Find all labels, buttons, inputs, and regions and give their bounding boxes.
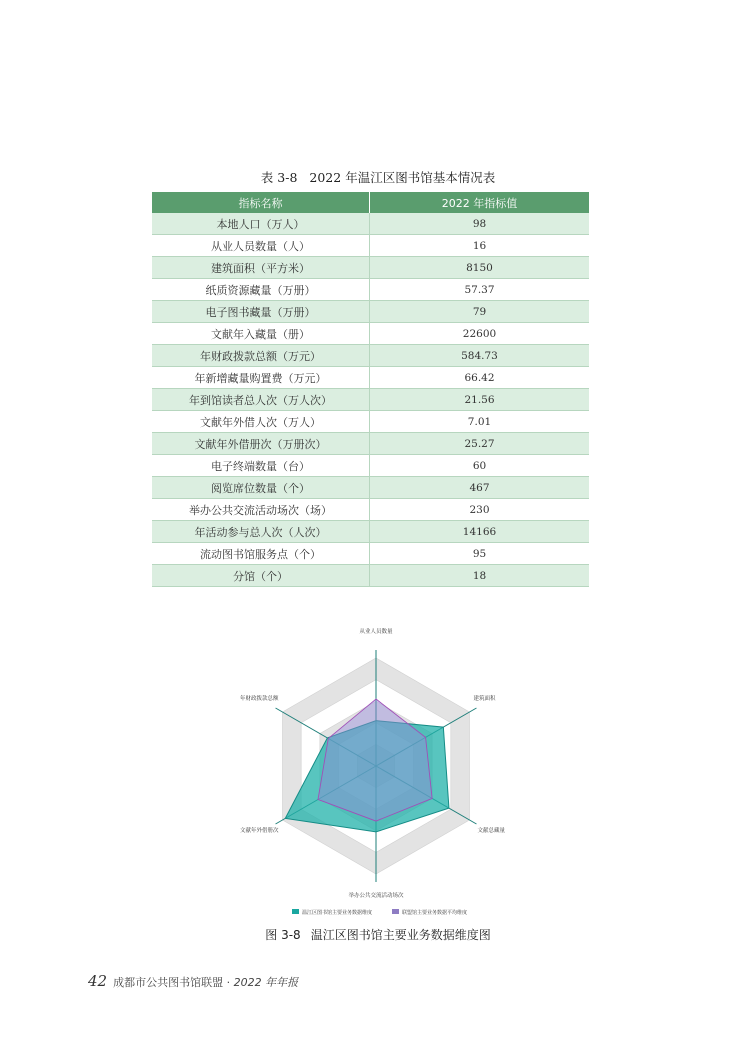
- indicator-value-cell: 7.01: [370, 411, 590, 433]
- table-row: [152, 433, 589, 455]
- table-row: [152, 455, 589, 477]
- table-header-row: [152, 192, 589, 213]
- table-row: [152, 235, 589, 257]
- table-caption: 2022 年温江区图书馆基本情况表: [309, 170, 496, 185]
- indicator-value-cell: 18: [370, 565, 590, 587]
- indicator-name-cell: 从业人员数量（人）: [152, 235, 370, 257]
- indicator-name-cell: 年财政拨款总额（万元）: [152, 345, 370, 367]
- table-row: [152, 279, 589, 301]
- legend-swatch: [392, 909, 399, 914]
- table-row: [152, 521, 589, 543]
- radar-axis-label: 举办公共交流活动场次: [348, 893, 404, 899]
- indicator-value-cell: 16: [370, 235, 590, 257]
- table-number: 表 3-8: [260, 170, 298, 185]
- table-row: [152, 565, 589, 587]
- legend-label: 联盟馆主要业务数据平均维度: [402, 910, 468, 916]
- indicator-value-cell: 60: [370, 455, 590, 477]
- figure-caption: [0, 926, 756, 943]
- indicator-value-cell: 14166: [370, 521, 590, 543]
- indicator-name-cell: 年到馆读者总人次（万人次）: [152, 389, 370, 411]
- legend-label: 温江区图书馆主要业务数据维度: [302, 910, 373, 916]
- table-row: [152, 389, 589, 411]
- table-row: [152, 499, 589, 521]
- indicator-value-cell: 57.37: [370, 279, 590, 301]
- radar-axis-label: 从业人员数量: [359, 629, 393, 635]
- indicator-name-cell: 流动图书馆服务点（个）: [152, 543, 370, 565]
- indicator-name-cell: 电子终端数量（台）: [152, 455, 370, 477]
- indicator-value-cell: 66.42: [370, 367, 590, 389]
- indicator-value-cell: 22600: [370, 323, 590, 345]
- indicator-name-cell: 文献年入藏量（册）: [152, 323, 370, 345]
- table-row: [152, 345, 589, 367]
- indicator-value-cell: 25.27: [370, 433, 590, 455]
- indicator-name-cell: 文献年外借人次（万人）: [152, 411, 370, 433]
- indicator-value-cell: 79: [370, 301, 590, 323]
- indicator-value-cell: 98: [370, 213, 590, 235]
- table-row: [152, 477, 589, 499]
- radar-chart: [200, 615, 560, 925]
- header-indicator-name: 指标名称: [152, 192, 370, 213]
- table-row: [152, 323, 589, 345]
- indicator-name-cell: 建筑面积（平方米）: [152, 257, 370, 279]
- indicator-name-cell: 纸质资源藏量（万册）: [152, 279, 370, 301]
- stats-table: [152, 192, 589, 587]
- table-row: [152, 367, 589, 389]
- page-footer: [88, 972, 298, 990]
- footer-year: 2022 年年报: [233, 976, 299, 989]
- indicator-name-cell: 文献年外借册次（万册次）: [152, 433, 370, 455]
- indicator-value-cell: 21.56: [370, 389, 590, 411]
- figure-title: 温江区图书馆主要业务数据维度图: [310, 928, 491, 942]
- indicator-name-cell: 本地人口（万人）: [152, 213, 370, 235]
- table-row: [152, 301, 589, 323]
- footer-publication: 成都市公共图书馆联盟 ·: [113, 976, 234, 989]
- table-row: [152, 257, 589, 279]
- indicator-name-cell: 举办公共交流活动场次（场）: [152, 499, 370, 521]
- indicator-value-cell: 95: [370, 543, 590, 565]
- radar-axis-label: 年财政拨款总额: [239, 696, 279, 702]
- indicator-name-cell: 年新增藏量购置费（万元）: [152, 367, 370, 389]
- figure-number: 图 3-8: [265, 928, 301, 942]
- indicator-name-cell: 年活动参与总人次（人次）: [152, 521, 370, 543]
- indicator-value-cell: 584.73: [370, 345, 590, 367]
- indicator-name-cell: 电子图书藏量（万册）: [152, 301, 370, 323]
- page-number: 42: [88, 972, 108, 990]
- radar-axis-label: 建筑面积: [473, 696, 496, 702]
- table-title: [0, 168, 756, 186]
- indicator-value-cell: 8150: [370, 257, 590, 279]
- indicator-name-cell: 分馆（个）: [152, 565, 370, 587]
- indicator-value-cell: 230: [370, 499, 590, 521]
- table-row: [152, 213, 589, 235]
- legend-swatch: [292, 909, 299, 914]
- header-indicator-value: 2022 年指标值: [370, 192, 590, 213]
- radar-axis-label: 文献总藏量: [477, 828, 506, 834]
- table-row: [152, 543, 589, 565]
- table-row: [152, 411, 589, 433]
- radar-axis-label: 文献年外借册次: [239, 828, 279, 834]
- indicator-name-cell: 阅览席位数量（个）: [152, 477, 370, 499]
- indicator-value-cell: 467: [370, 477, 590, 499]
